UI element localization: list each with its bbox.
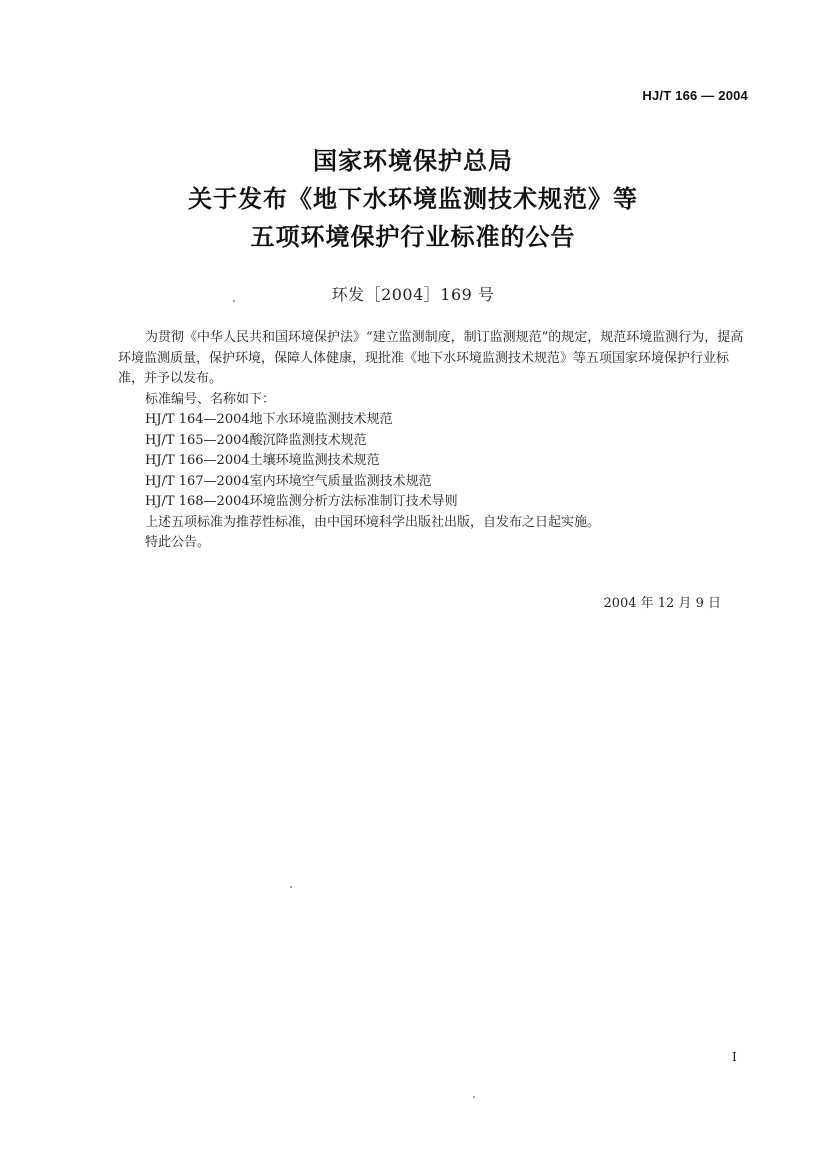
list-heading: 标准编号、名称如下： bbox=[145, 391, 276, 407]
document-number: 环发［2004］169 号 bbox=[331, 285, 495, 304]
title-line-3: 五项环境保护行业标准的公告 bbox=[250, 223, 576, 251]
standard-code-item: HJ/T 167—2004 bbox=[145, 473, 250, 489]
publication-note: 上述五项标准为推荐性标准，由中国环境科学出版社出版，自发布之日起实施。 bbox=[145, 514, 601, 530]
standard-code-item: HJ/T 164—2004 bbox=[145, 412, 250, 427]
standard-name: 地下水环境监测技术规范 bbox=[249, 412, 393, 427]
title-line-1: 国家环境保护总局 bbox=[313, 147, 513, 175]
scan-speck bbox=[473, 1096, 475, 1098]
title-line-2: 关于发布《地下水环境监测技术规范》等 bbox=[188, 185, 638, 213]
intro-paragraph: 为贯彻《中华人民共和国环境保护法》“建立监测制度，制订监测规范”的规定，规范环境监测行为，提高环境监测质量，保护环境，保障人体健康，现批准《地下水环境监测技术规范》等五项国家环境保护行业标准，并予以发布。 bbox=[118, 330, 744, 386]
announcement-title bbox=[0, 142, 826, 256]
standard-name: 环境监测分析方法标准制订技术导则 bbox=[249, 494, 458, 509]
standard-item bbox=[145, 451, 750, 472]
page-number: I bbox=[732, 1050, 737, 1064]
standard-code-item: HJ/T 166—2004 bbox=[145, 453, 250, 468]
standard-name: 酸沉降监测技术规范 bbox=[249, 432, 367, 448]
standard-name: 土壤环境监测技术规范 bbox=[249, 453, 380, 468]
standard-code: HJ/T 166 — 2004 bbox=[642, 88, 748, 103]
announcement-date: 2004 年 12 月 9 日 bbox=[603, 596, 721, 611]
standard-item bbox=[145, 472, 750, 493]
standard-item bbox=[145, 492, 750, 513]
scan-speck bbox=[233, 300, 235, 302]
standard-item bbox=[145, 431, 750, 452]
standard-code-item: HJ/T 165—2004 bbox=[145, 432, 250, 448]
standard-name: 室内环境空气质量监测技术规范 bbox=[249, 473, 432, 489]
scan-speck bbox=[290, 886, 292, 888]
standard-item bbox=[145, 410, 750, 431]
closing-line: 特此公告。 bbox=[145, 535, 211, 550]
standard-code-item: HJ/T 168—2004 bbox=[145, 494, 250, 509]
announcement-body bbox=[118, 328, 750, 554]
